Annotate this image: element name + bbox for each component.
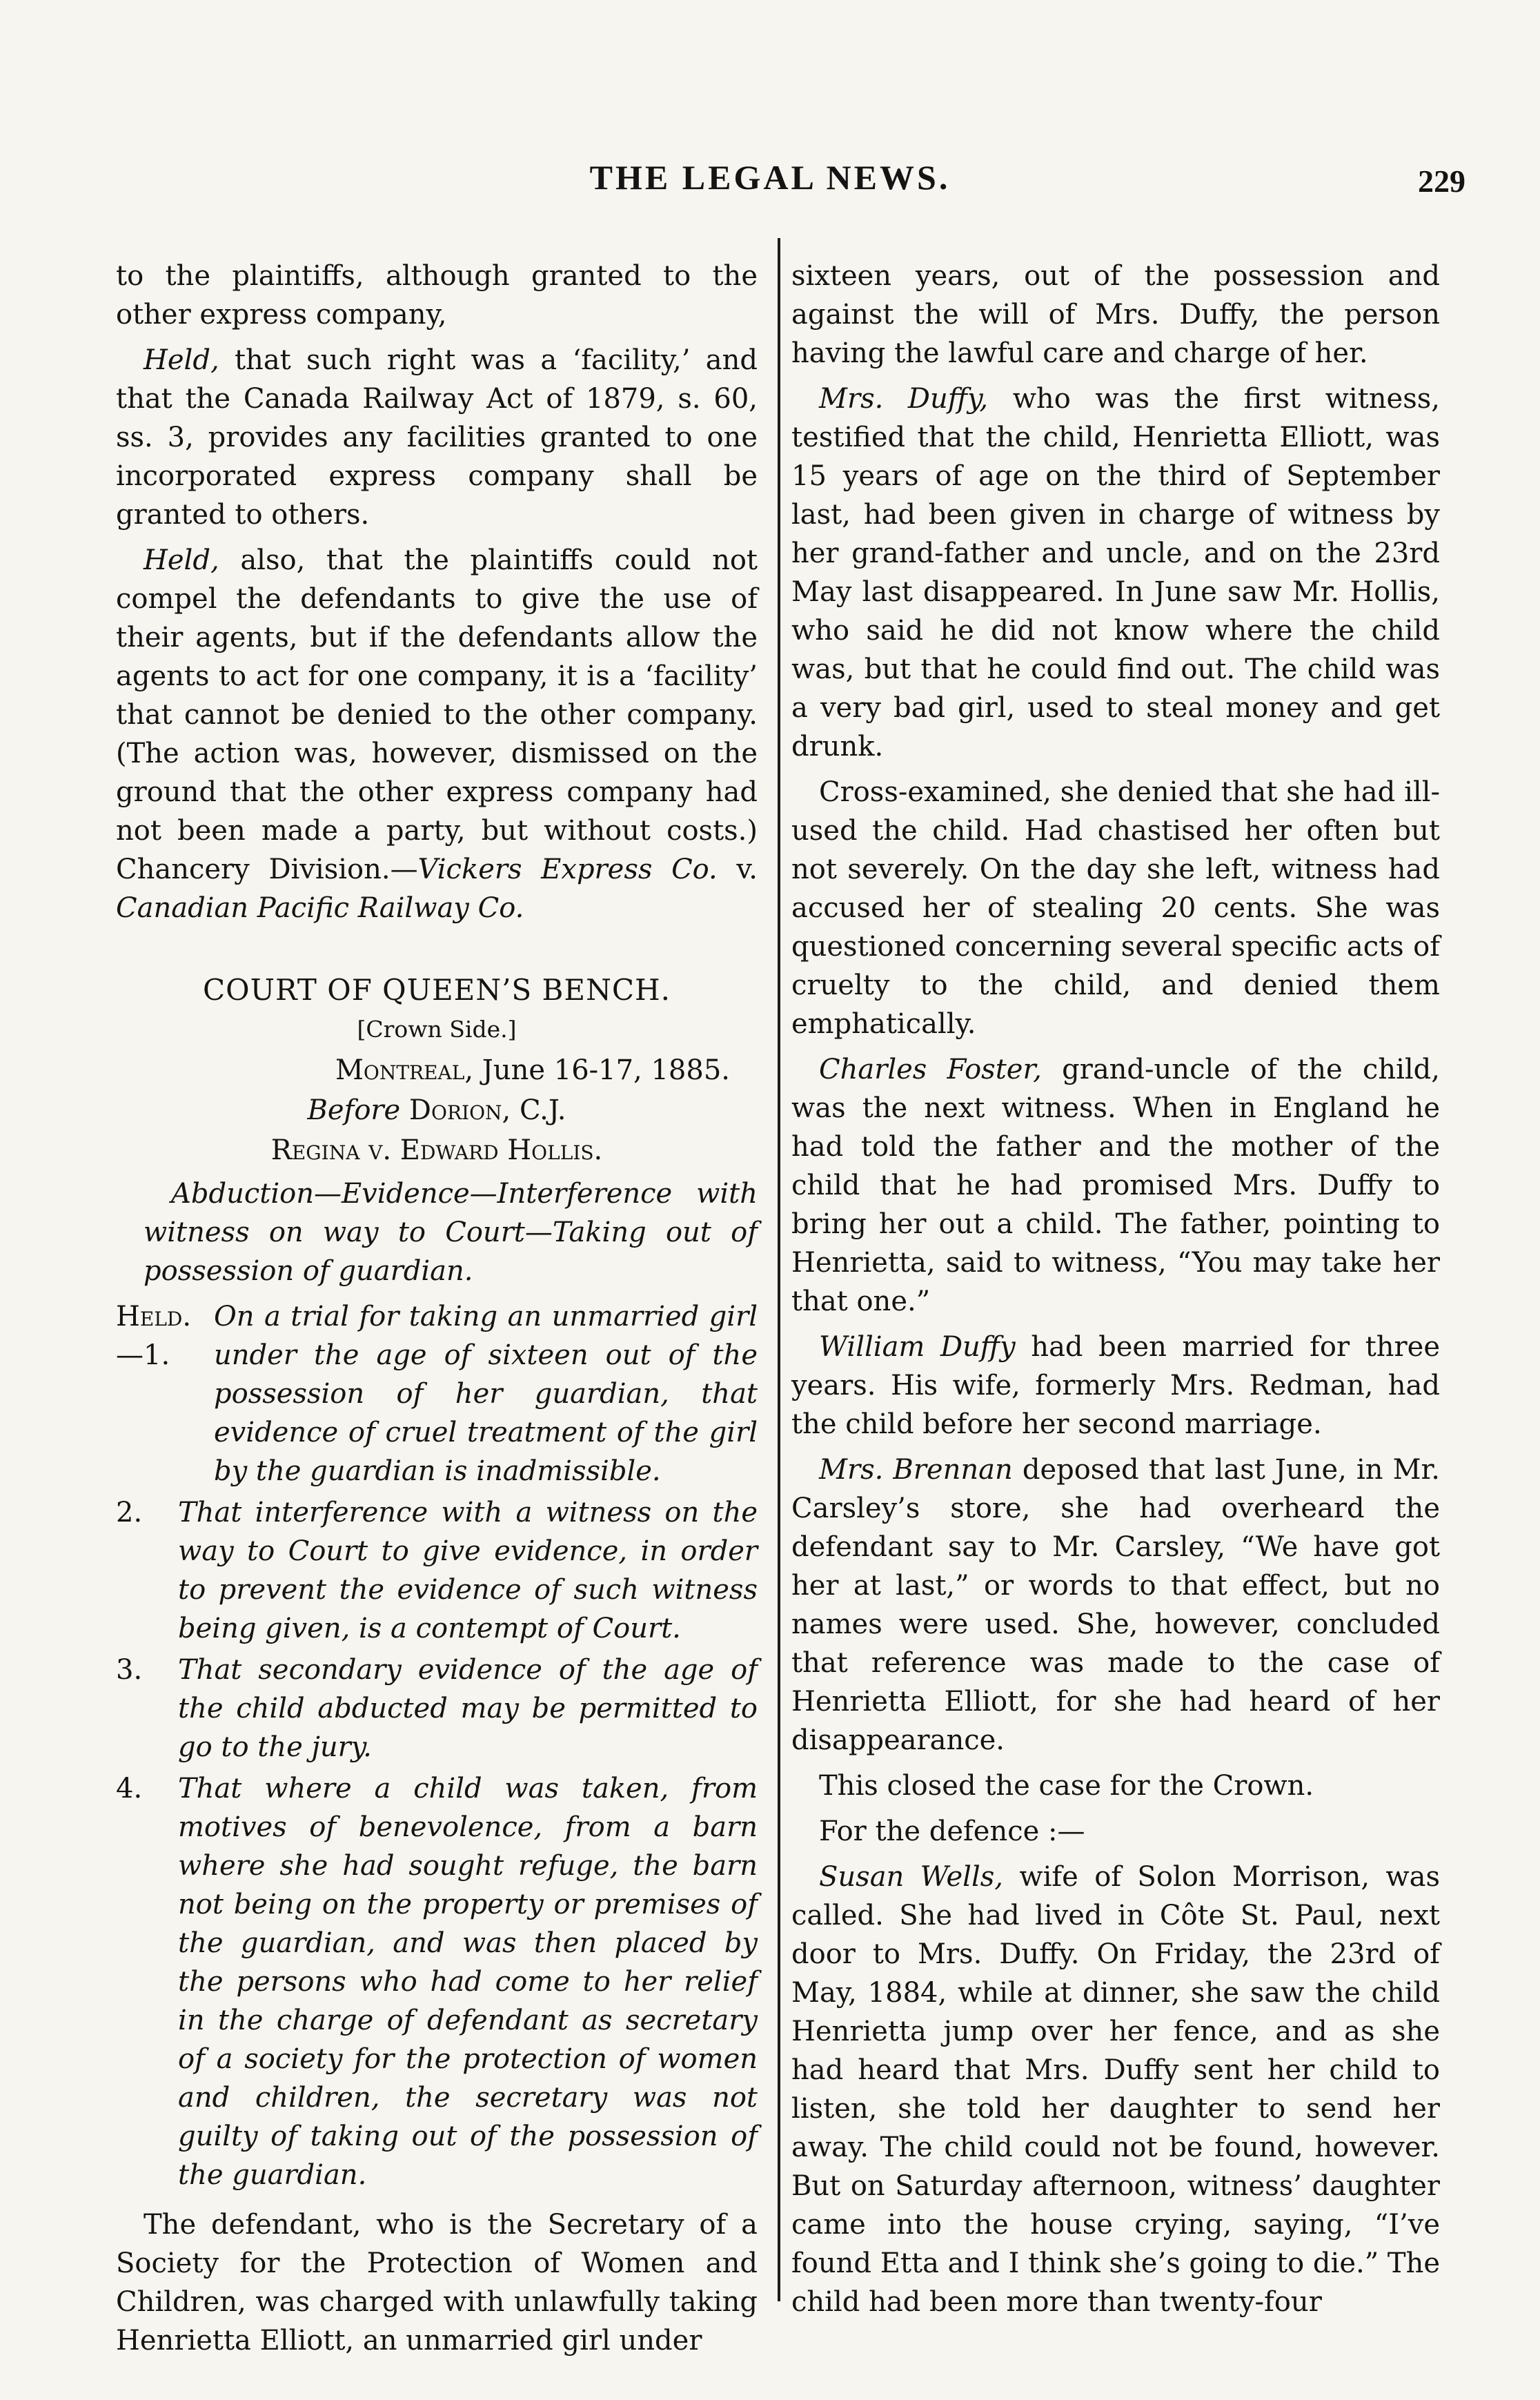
crown-side-label: [Crown Side.]	[357, 1016, 517, 1043]
held-paragraph-1	[116, 341, 758, 534]
held-text: that such right was a ‘facility,’ and that the Canada Railway Act of 1879, s. 60, ss. 3, provides any facilities granted to one incorporated express company shall be granted to others.	[116, 344, 758, 531]
held-item-text: That secondary evidence of the age of the child abducted may be permitted to go to the jury.	[178, 1654, 758, 1763]
testimony-text: grand-uncle of the child, was the next witness. When in England he had told the father and the mother of the child that he had promised Mrs. Duffy to bring her out a child. The father, pointing to Henrietta, said to witness, “You may take her that one.”	[791, 1054, 1440, 1317]
testimony-text: who was the first witness, testified that the child, Henrietta Elliott, was 15 years of age on the third of September last, had been given in charge of witness by her grand-father and uncle, and on the 23rd May last disappeared. In June saw Mr. Hollis, who said he did not know where the child was, but that he could find out. The child was a very bad girl, used to steal money and get drunk.	[791, 383, 1440, 763]
for-defence: For the defence :—	[819, 1816, 1085, 1847]
witness-name: Charles Foster,	[819, 1054, 1042, 1085]
held-paragraph-2	[116, 541, 758, 927]
crown-closed: This closed the case for the Crown.	[819, 1770, 1314, 1802]
case-citation-2: Canadian Pacific Railway Co.	[116, 892, 524, 924]
held-item-2	[116, 1493, 758, 1648]
testimony-duffy	[791, 380, 1440, 766]
case-citation: Vickers Express Co.	[417, 854, 718, 885]
held-list	[116, 1297, 758, 2194]
held-item-text: That interference with a witness on the way to Court to give evidence, in order to prevent the evidence of such witness being given, is a contempt of Court.	[178, 1497, 758, 1644]
held-item-1	[116, 1297, 758, 1491]
judge-title: C.J.	[511, 1094, 566, 1126]
witness-name: Susan Wells,	[819, 1861, 1003, 1893]
left-final-paragraph: The defendant, who is the Secretary of a Society for the Protection of Women and Children, was charged with unlawfully taking Henrietta Elliott, an unmarried girl under	[116, 2209, 758, 2357]
witness-name: Mrs. Duffy,	[819, 383, 989, 415]
judge-name: Dorion,	[408, 1094, 511, 1126]
before-line	[116, 1090, 758, 1130]
court-heading: COURT OF QUEEN’S BENCH.	[203, 973, 671, 1007]
witness-name: William Duffy	[819, 1331, 1016, 1363]
held-label: Held,	[144, 544, 219, 576]
right-column	[791, 257, 1440, 2328]
case-name: Regina v. Edward Hollis.	[270, 1134, 603, 1166]
right-paragraph-1: sixteen years, out of the possession and against the will of Mrs. Duffy, the person having the lawful care and charge of her.	[791, 260, 1440, 369]
left-column	[116, 257, 758, 2367]
held-label: Held,	[144, 344, 219, 376]
testimony-text: wife of Solon Morrison, was called. She had lived in Côte St. Paul, next door to Mrs. Duffy. On Friday, the 23rd of May, 1884, while at dinner, she saw the child Henrietta jump over her fence, and as she had heard that Mrs. Duffy sent her child to listen, she told her daughter to send her away. The child could not be found, however. But on Saturday afternoon, witness’ daughter came into the house crying, saying, “I’ve found Etta and I think she’s going to die.” The child had been more than twenty-four	[791, 1861, 1440, 2318]
column-divider	[778, 238, 780, 2301]
dateline-place: Montreal,	[335, 1054, 474, 1086]
testimony-text: had been married for three years. His wife, formerly Mrs. Redman, had the child before her second marriage.	[791, 1331, 1440, 1440]
dateline-date: June 16-17, 1885.	[473, 1054, 730, 1086]
dateline	[116, 1050, 730, 1090]
held-text: also, that the plaintiffs could not compel the defendants to give the use of their agents, but if the defendants allow the agents to act for one company, it is a ‘facility’ that cannot be denied to the other company. (The action was, however, dismissed on the ground that the other express company had not been made a party, but without costs.) Chancery Division.—	[116, 544, 758, 885]
testimony-text: deposed that last June, in Mr. Carsley’s store, she had overheard the defendant say to Mr. Carsley, “We have got her at last,” or words to that effect, but no names were used. She, however, concluded that reference was made to the case of Henrietta Elliott, for she had heard of her disappearance.	[791, 1454, 1440, 1756]
page-number: 229	[1418, 164, 1465, 199]
left-paragraph-1: to the plaintiffs, although granted to the other express company,	[116, 260, 758, 331]
held-item-text: On a trial for taking an unmarried girl under the age of sixteen out of the possession of her guardian, that evidence of cruel treatment of the girl by the guardian is inadmissible.	[214, 1301, 758, 1487]
testimony-foster	[791, 1050, 1440, 1321]
witness-name: Mrs. Brennan	[819, 1454, 1013, 1486]
held-item-number: 4.	[116, 1773, 143, 1804]
cross-examination: Cross-examined, she denied that she had ill-used the child. Had chastised her often but not severely. On the day she left, witness had accused her of stealing 20 cents. She was questioned concerning several specific acts of cruelty to the child, and denied them emphatically.	[791, 776, 1440, 1040]
testimony-william-duffy	[791, 1328, 1440, 1444]
subject-heading: Abduction—Evidence—Interference with witness on way to Court—Taking out of possession of guardian.	[144, 1178, 758, 1287]
held-item-4	[116, 1769, 758, 2194]
held-item-number: 3.	[116, 1654, 143, 1686]
testimony-wells	[791, 1858, 1440, 2321]
held-item-number: Held.—1.	[116, 1301, 192, 1371]
held-item-3	[116, 1651, 758, 1767]
held-item-number: 2.	[116, 1497, 143, 1528]
running-title: THE LEGAL NEWS.	[589, 158, 951, 197]
testimony-brennan	[791, 1450, 1440, 1760]
case-citation-v: v.	[717, 854, 758, 885]
held-item-text: That where a child was taken, from motives of benevolence, from a barn where she had sought refuge, the barn not being on the property or premises of the guardian, and was then placed by the persons who had come to her relief in the charge of defendant as secretary of a society for the protection of women and children, the secretary was not guilty of taking out of the possession of the guardian.	[178, 1773, 758, 2191]
before-label: Before	[307, 1094, 401, 1126]
